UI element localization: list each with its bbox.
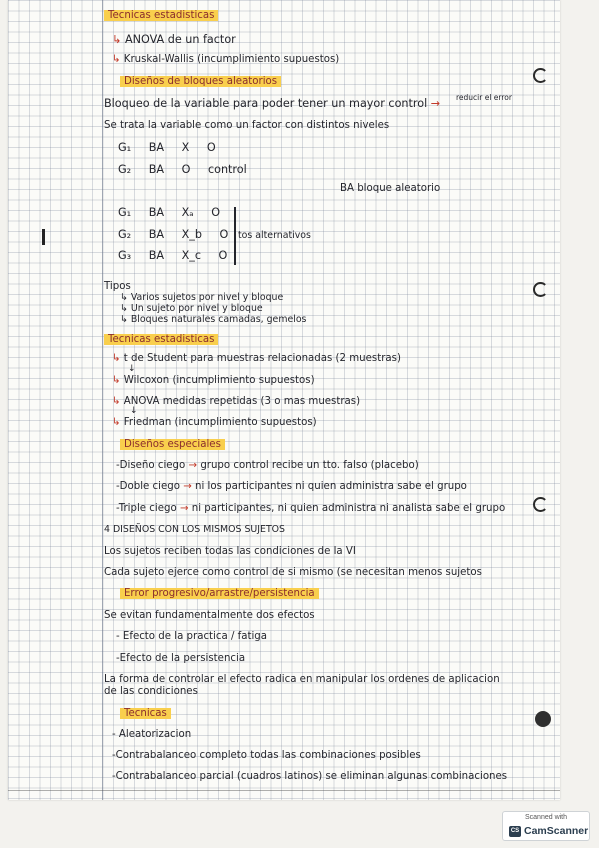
bullet-line: ↳ Varios sujetos por nivel y bloque bbox=[120, 292, 284, 303]
bullet-line: ↳ Bloques naturales camadas, gemelos bbox=[120, 314, 307, 325]
text-line: -Contrabalanceo parcial (cuadros latinos) se eliminan algunas combinaciones bbox=[112, 771, 508, 782]
text-line: - Aleatorizacion bbox=[112, 729, 192, 740]
heading-tecnicas: Tecnicas estadisticas bbox=[104, 334, 218, 345]
binder-ring-filled-icon bbox=[535, 711, 551, 727]
text-line: - Efecto de la practica / fatiga bbox=[116, 631, 267, 642]
text-line: de las condiciones bbox=[104, 686, 198, 697]
text-line: -Contrabalanceo completo todas las combinaciones posibles bbox=[112, 750, 421, 761]
design-row: G₂ BA X_b O bbox=[118, 228, 229, 241]
arrow-down-icon: ↓ bbox=[128, 364, 136, 374]
text-line: Se evitan fundamentalmente dos efectos bbox=[104, 610, 315, 621]
bracket bbox=[234, 207, 236, 265]
heading-disenos-especiales: Diseños especiales bbox=[120, 439, 225, 450]
bullet-line: ↳ Kruskal-Wallis (incumplimiento supuestos) bbox=[112, 54, 340, 65]
bullet-line: ↳ t de Student para muestras relacionadas (2 muestras) bbox=[112, 353, 401, 364]
bullet-line: ↳ ANOVA medidas repetidas (3 o mas muestras) bbox=[112, 396, 361, 407]
heading-tecnicas: Tecnicas bbox=[120, 708, 171, 719]
page-edge-mark bbox=[42, 229, 45, 245]
text-line: Cada sujeto ejerce como control de si mismo (se necesitan menos sujetos bbox=[104, 567, 482, 578]
annotation: reducir el error bbox=[456, 93, 512, 102]
text-line: -Doble ciego → ni los participantes ni quien administra sabe el grupo bbox=[116, 481, 467, 492]
text-line: Los sujetos reciben todas las condiciones de la VI bbox=[104, 546, 356, 557]
text-line: Tipos bbox=[104, 281, 131, 292]
binder-ring-icon bbox=[533, 282, 548, 297]
text-line: La forma de controlar el efecto radica en manipular los ordenes de aplicacion bbox=[104, 674, 500, 685]
design-row: G₁ BA Xₐ O bbox=[118, 206, 221, 219]
design-row: G₂ BA O control bbox=[118, 163, 247, 176]
heading-tecnicas: Tecnicas estadisticas bbox=[104, 10, 218, 21]
badge-caption: Scanned with bbox=[524, 814, 568, 821]
text-line: -Diseño ciego → grupo control recibe un tto. falso (placebo) bbox=[116, 460, 419, 471]
design-row: G₁ BA X O bbox=[118, 141, 216, 154]
heading-disenos-bloques: Diseños de bloques aleatorios bbox=[120, 76, 281, 87]
bullet-line: ↳ ANOVA de un factor bbox=[112, 33, 236, 46]
text-line: Bloqueo de la variable para poder tener un mayor control → bbox=[104, 97, 441, 110]
divider bbox=[8, 790, 560, 791]
heading-error: Error progresivo/arrastre/persistencia bbox=[120, 588, 319, 599]
design-row: G₃ BA X_c O bbox=[118, 249, 228, 262]
annotation: tos alternativos bbox=[238, 230, 311, 241]
text-line: -Efecto de la persistencia bbox=[116, 653, 246, 664]
camscanner-badge bbox=[502, 811, 590, 841]
text-line: -Triple ciego → ni participantes, ni quien administra ni analista sabe el grupo bbox=[116, 503, 506, 514]
bullet-line: ↳ Wilcoxon (incumplimiento supuestos) bbox=[112, 375, 315, 386]
bullet-line: ↳ Friedman (incumplimiento supuestos) bbox=[112, 417, 317, 428]
binder-ring-icon bbox=[533, 68, 548, 83]
badge-name: CamScanner bbox=[524, 825, 589, 837]
notebook-page bbox=[8, 0, 560, 800]
text-line: BA bloque aleatorio bbox=[340, 183, 441, 194]
camscanner-logo-icon: CS bbox=[509, 826, 521, 837]
text-line: Se trata la variable como un factor con distintos niveles bbox=[104, 120, 390, 131]
bullet-line: ↳ Un sujeto por nivel y bloque bbox=[120, 303, 263, 314]
section-heading: 4 DISEÑOS CON LOS MISMOS SUJETOS bbox=[104, 524, 286, 535]
margin-line bbox=[102, 0, 103, 800]
arrow-down-icon: ↓ bbox=[130, 406, 138, 416]
binder-ring-icon bbox=[533, 497, 548, 512]
